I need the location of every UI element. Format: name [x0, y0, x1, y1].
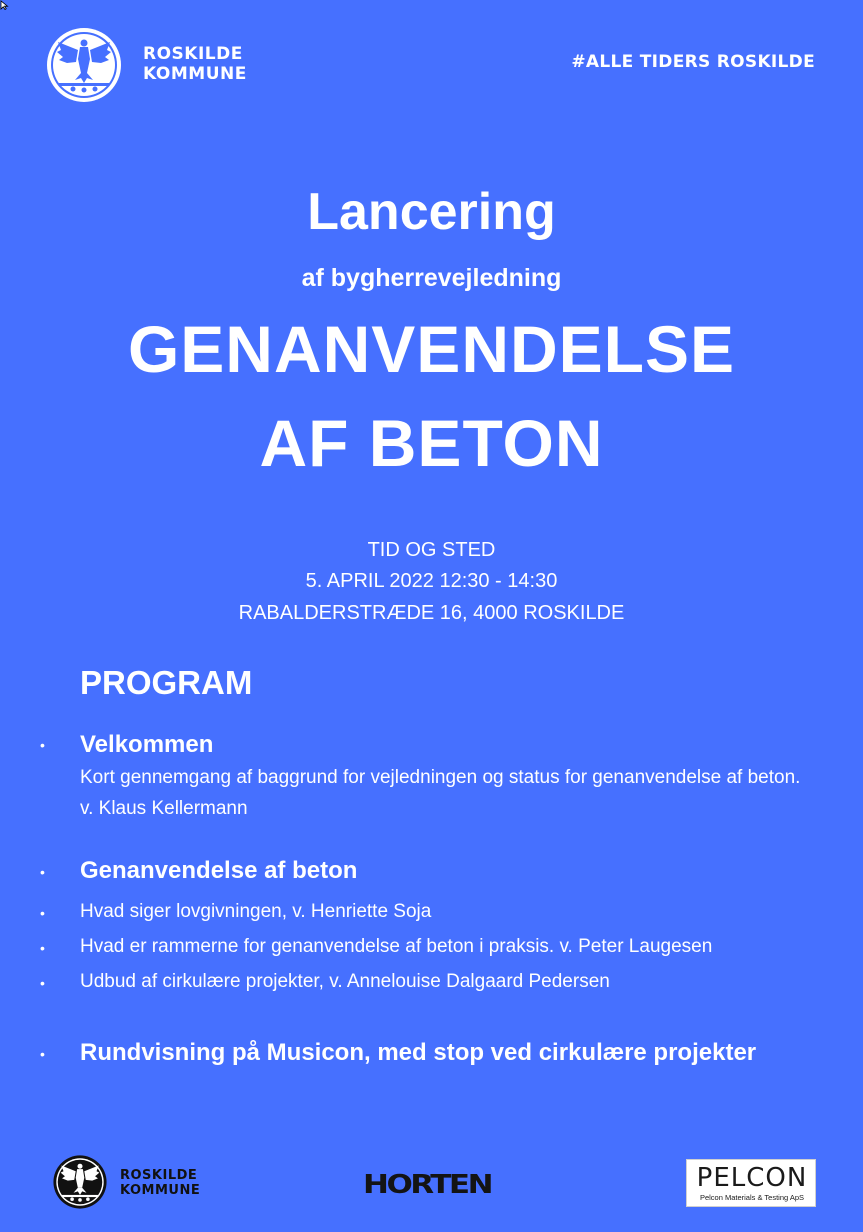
bullet-icon: •	[40, 975, 45, 991]
program-heading: PROGRAM	[80, 664, 253, 701]
time-place-heading: TID OG STED	[367, 539, 496, 561]
municipality-name-line2: KOMMUNE	[120, 1183, 201, 1198]
bullet-icon: •	[40, 737, 45, 753]
horten-logo: HORTEN	[363, 1170, 492, 1200]
program-item-title-tour: Rundvisning på Musicon, med stop ved cirkulære projekter	[80, 1039, 757, 1066]
municipality-name-line2: KOMMUNE	[143, 64, 247, 84]
event-address: RABALDERSTRÆDE 16, 4000 ROSKILDE	[238, 602, 625, 624]
campaign-hashtag: #ALLE TIDERS ROSKILDE	[571, 52, 815, 72]
event-subtitle: af bygherrevejledning	[301, 264, 562, 292]
bullet-icon: •	[40, 864, 45, 880]
headline-line-1: GENANVENDELSE	[127, 312, 736, 386]
bullet-icon: •	[40, 940, 45, 956]
event-date-time: 5. APRIL 2022 12:30 - 14:30	[305, 570, 558, 592]
roskilde-crest-icon	[45, 26, 123, 104]
program-item-speaker: v. Klaus Kellermann	[80, 798, 248, 819]
program-item-description: Kort gennemgang af baggrund for vejledningen og status for genanvendelse af beton.	[80, 767, 801, 788]
bullet-icon: •	[40, 1046, 45, 1062]
pelcon-logo-name: PELCON	[696, 1163, 808, 1193]
program-subitem: Hvad siger lovgivningen, v. Henriette Soja	[80, 901, 432, 922]
event-title: Lancering	[307, 183, 556, 241]
roskilde-crest-icon	[52, 1154, 108, 1210]
program-item-title-concrete: Genanvendelse af beton	[80, 857, 358, 884]
program-item-title-welcome: Velkommen	[80, 731, 214, 758]
mouse-cursor-icon	[0, 0, 10, 10]
pelcon-logo	[686, 1159, 816, 1207]
bullet-icon: •	[40, 905, 45, 921]
pelcon-logo-tagline: Pelcon Materials & Testing ApS	[699, 1193, 805, 1202]
program-subitem: Hvad er rammerne for genanvendelse af beton i praksis. v. Peter Laugesen	[80, 936, 713, 957]
headline-line-2: AF BETON	[259, 406, 604, 480]
municipality-name-footer	[120, 1168, 200, 1198]
program-subitem: Udbud af cirkulære projekter, v. Annelouise Dalgaard Pedersen	[80, 971, 610, 992]
municipality-name-line1: ROSKILDE	[143, 44, 243, 64]
municipality-name-line1: ROSKILDE	[120, 1168, 198, 1183]
municipality-name	[143, 44, 247, 84]
